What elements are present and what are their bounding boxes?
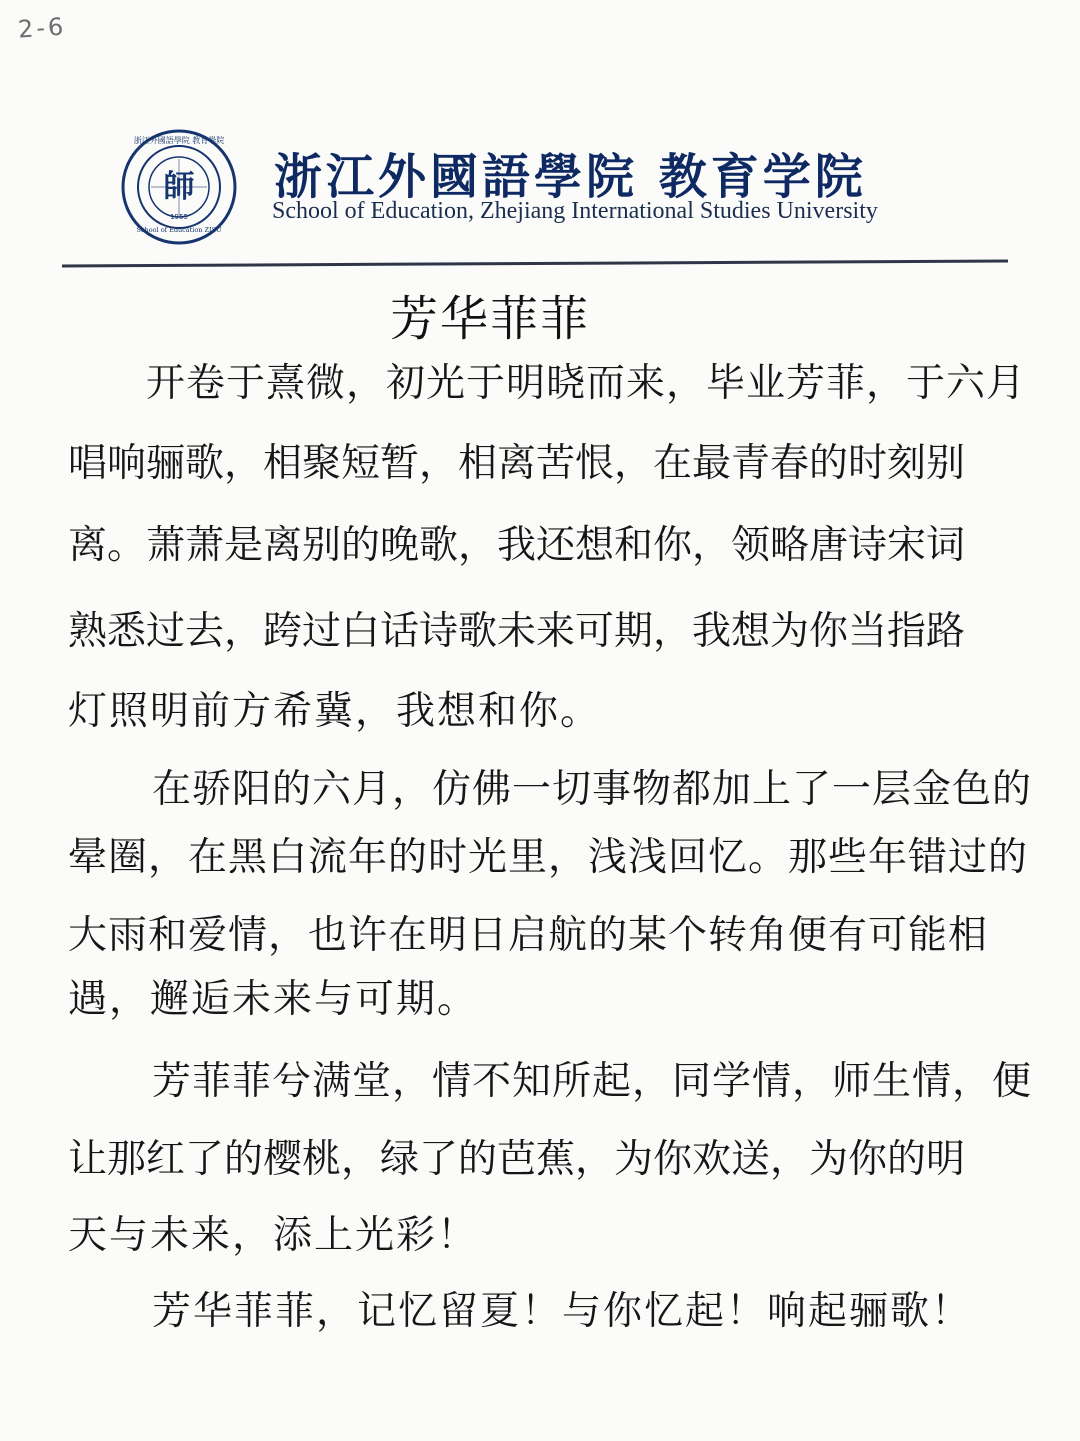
- seal-year: 1955: [170, 213, 188, 221]
- poem-line: 天与未来，添上光彩！: [68, 1213, 479, 1258]
- poem-title: 芳华菲菲: [390, 291, 591, 347]
- poem-line: 晕圈，在黑白流年的时光里，浅浅回忆。那些年错过的: [68, 835, 1029, 880]
- poem-line: 唱响骊歌，相聚短暂，相离苦恨，在最青春的时刻别: [68, 441, 966, 486]
- seal-center-character: 師: [163, 169, 195, 205]
- poem-line: 熟悉过去，跨过白话诗歌未来可期，我想为你当指路: [68, 609, 966, 654]
- poem-line: 芳华菲菲，记忆留夏！与你忆起！响起骊歌！: [152, 1289, 973, 1334]
- school-seal-logo: [120, 128, 238, 246]
- poem-line: 大雨和爱情，也许在明日启航的某个转角便有可能相: [68, 913, 989, 958]
- poem-line: 遇，邂逅未来与可期。: [68, 977, 479, 1022]
- school-name-chinese: 浙江外國語學院 教育学院: [274, 149, 867, 205]
- poem-line: 芳菲菲兮满堂，情不知所起，同学情，师生情，便: [152, 1059, 1033, 1104]
- poem-line: 开卷于熹微，初光于明晓而来，毕业芳菲，于六月: [146, 361, 1027, 406]
- poem-line: 离。萧萧是离别的晚歌，我还想和你，领略唐诗宋词: [68, 523, 966, 568]
- header-divider: [62, 260, 1008, 268]
- seal-emblem-icon: [120, 128, 238, 246]
- school-name-english: School of Education, Zhejiang International Studies University: [272, 198, 878, 224]
- poem-line: 让那红了的樱桃，绿了的芭蕉，为你欢送，为你的明: [68, 1137, 966, 1182]
- page-number-note: 2-6: [17, 12, 68, 44]
- poem-line: 在骄阳的六月，仿佛一切事物都加上了一层金色的: [152, 767, 1033, 812]
- poem-line: 灯照明前方希冀，我想和你。: [68, 689, 602, 734]
- seal-top-text: 浙江外國語學院 教育學院: [133, 136, 225, 145]
- seal-ring-text: School of Education ZISU: [136, 226, 222, 234]
